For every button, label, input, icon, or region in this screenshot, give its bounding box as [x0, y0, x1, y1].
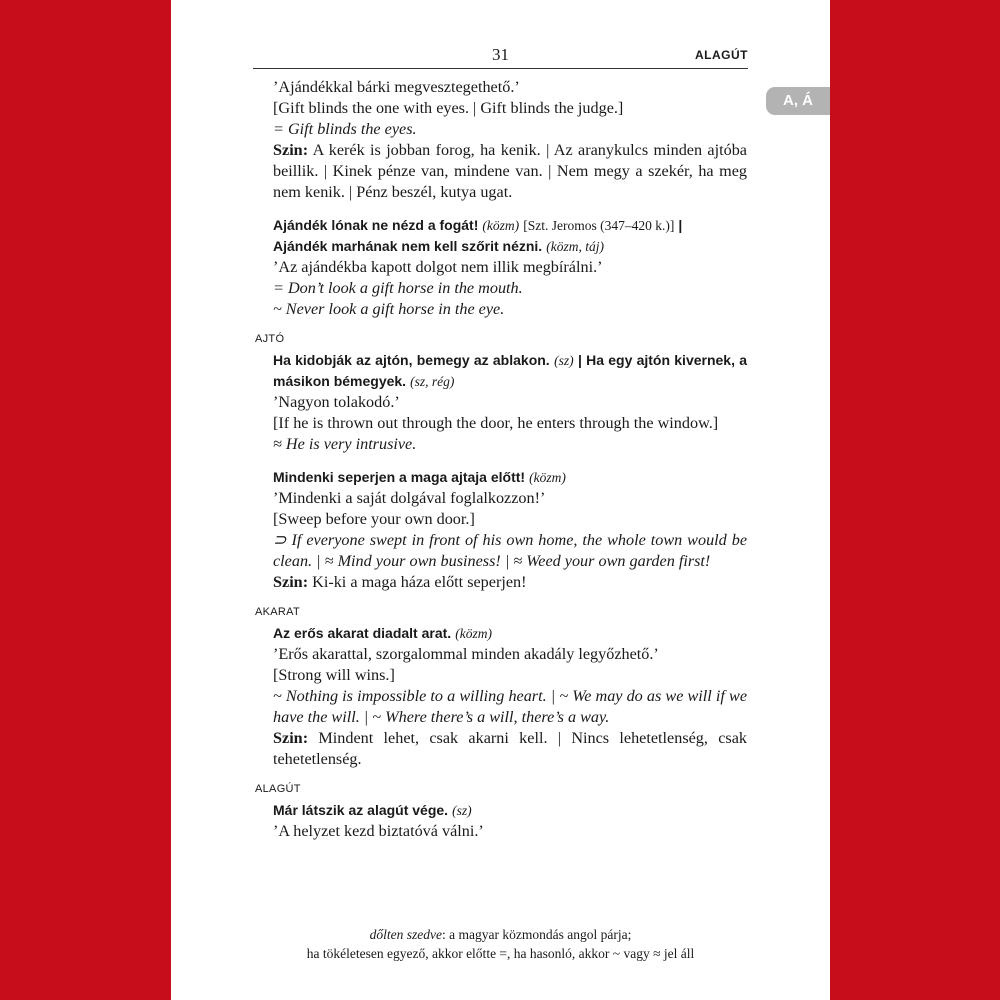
proverb-text: Ajándék marhának nem kell szőrit nézni.: [273, 238, 543, 254]
entry-english-equivalent: = Gift blinds the eyes.: [273, 120, 417, 138]
proverb-entry: [273, 623, 747, 770]
entry-english-equivalent: = Don’t look a gift horse in the mouth.: [273, 279, 523, 297]
entry-meaning: ’Mindenki a saját dolgával foglalkozzon!’: [273, 489, 546, 507]
entry-literal-translation: [Sweep before your own door.]: [273, 510, 475, 528]
page-header: [253, 44, 748, 69]
page-content: [255, 77, 748, 842]
proverb-source: [Szt. Jeromos (347–420 k.)]: [523, 218, 675, 233]
legend-line: ha tökéletesen egyező, akkor előtte =, ha hasonló, akkor ~ vagy ≈ jel áll: [306, 946, 695, 961]
usage-tag: (közm): [482, 218, 520, 233]
usage-tag: (sz): [554, 353, 574, 368]
proverb-entry: [273, 467, 747, 593]
headword: AJTÓ: [255, 333, 285, 345]
entry-english-equivalents: ~ Nothing is impossible to a willing heart. | ~ We may do as we will if we have the will. | ~ Where there’s a will, there’s a way.: [273, 687, 747, 726]
entry-synonyms: [273, 728, 747, 770]
proverb-text: Már látszik az alagút vége.: [273, 802, 449, 818]
dictionary-page: [171, 0, 830, 1000]
entry-meaning: ’Erős akarattal, szorgalommal minden akadály legyőzhető.’: [273, 645, 659, 663]
entry-headline: [273, 467, 747, 488]
usage-tag: (közm): [455, 626, 492, 641]
proverb-entry: [273, 215, 747, 320]
synonym-text: Mindent lehet, csak akarni kell. | Nincs lehetetlenség, csak tehetetlenség.: [273, 729, 748, 768]
usage-tag: (sz, rég): [410, 374, 455, 389]
usage-tag: (sz): [452, 803, 472, 818]
entry-headline: [273, 350, 747, 392]
headword: ALAGÚT: [255, 783, 301, 795]
proverb-text: Ha kidobják az ajtón, bemegy az ablakon.: [273, 352, 550, 368]
proverb-text: Mindenki seperjen a maga ajtaja előtt!: [273, 469, 526, 485]
entry-headline: [273, 236, 747, 257]
usage-tag: (közm): [529, 470, 566, 485]
entry-synonyms: [273, 572, 747, 593]
legend-italic-term: dőlten szedve: [369, 927, 443, 942]
running-head: ALAGÚT: [695, 48, 748, 62]
alphabet-thumb-tab: A, Á: [766, 87, 830, 115]
entry-literal-translation: [Strong will wins.]: [273, 666, 395, 684]
usage-tag: (közm, táj): [546, 239, 604, 254]
proverb-text: Ajándék lónak ne nézd a fogát!: [273, 217, 479, 233]
entry-meaning: ’Ajándékkal bárki megvesztegethető.’: [273, 78, 520, 96]
synonym-label: Szin:: [273, 141, 309, 159]
legend-text: : a magyar közmondás angol párja;: [442, 927, 632, 942]
entry-english-equivalents: ⊃ If everyone swept in front of his own home, the whole town would be clean. | ≈ Mind your own business! | ≈ Weed your own garden first!: [273, 531, 747, 570]
entry-synonyms: [273, 140, 747, 203]
proverb-text: | Ha egy ajtón kivernek, a másikon bémegyek.: [273, 352, 747, 389]
page-footer-legend: [171, 925, 830, 963]
entry-english-approx: ≈ He is very intrusive.: [273, 435, 417, 453]
entry-literal-translation: [If he is thrown out through the door, he enters through the window.]: [273, 414, 719, 432]
headword: AKARAT: [255, 606, 300, 618]
synonym-text: Ki-ki a maga háza előtt seperjen!: [312, 573, 527, 591]
proverb-entry: [273, 800, 747, 842]
entry-meaning: ’Az ajándékba kapott dolgot nem illik megbírálni.’: [273, 258, 603, 276]
synonym-text: A kerék is jobban forog, ha kenik. | Az aranykulcs minden ajtóba beillik. | Kinek pénze van, mindene van. | Nem megy a szekér, ha meg nem kenik. | Pénz beszél, kutya ugat.: [273, 141, 747, 201]
entry-headline: [273, 623, 747, 644]
proverb-text: Az erős akarat diadalt arat.: [273, 625, 452, 641]
entry-headline: [273, 800, 747, 821]
synonym-label: Szin:: [273, 573, 309, 591]
entry-meaning: ’A helyzet kezd biztatóvá válni.’: [273, 822, 484, 840]
entry-english-similar: ~ Never look a gift horse in the eye.: [273, 300, 505, 318]
separator: |: [678, 217, 683, 233]
legend-line: [171, 925, 830, 944]
page-number: 31: [492, 45, 509, 64]
proverb-entry: [273, 77, 747, 203]
proverb-entry: [273, 350, 747, 455]
entry-literal-translation: [Gift blinds the one with eyes. | Gift blinds the judge.]: [273, 99, 624, 117]
entry-meaning: ’Nagyon tolakodó.’: [273, 393, 400, 411]
entry-headline: [273, 215, 747, 236]
synonym-label: Szin:: [273, 729, 309, 747]
